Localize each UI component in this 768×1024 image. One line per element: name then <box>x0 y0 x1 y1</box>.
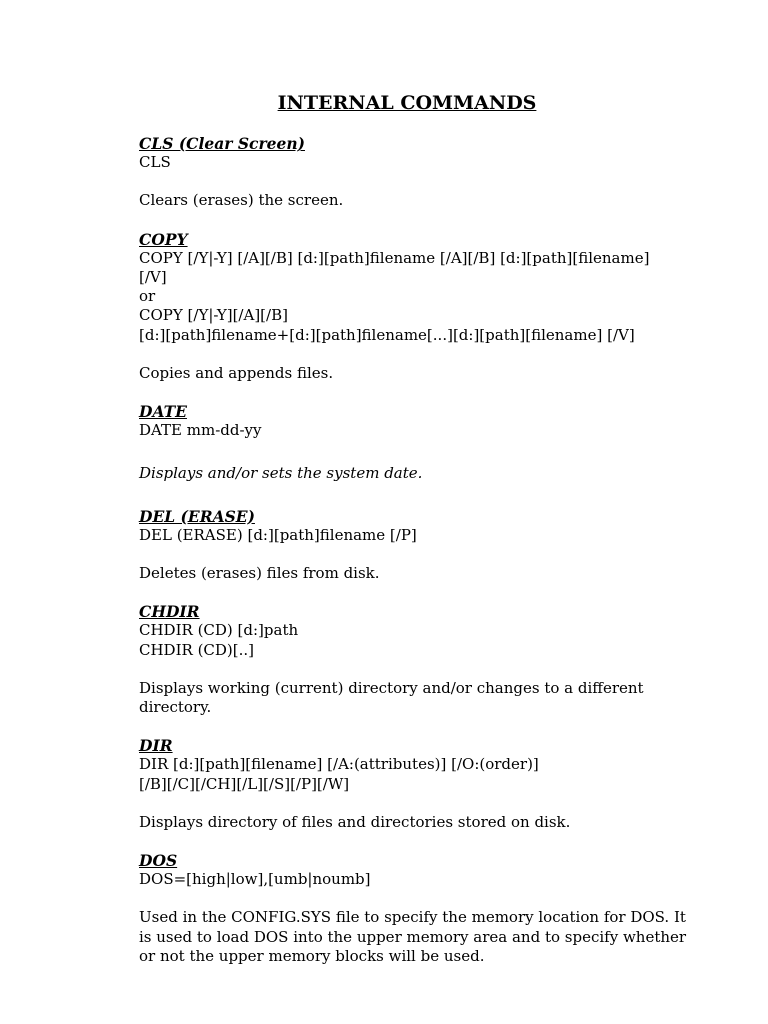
syntax-line: CLS <box>139 153 171 172</box>
section-heading: COPY <box>139 229 188 249</box>
section-description: Displays working (current) directory and/or changes to a different <box>139 678 644 697</box>
syntax-line: or <box>139 287 156 306</box>
section-description: Copies and appends files. <box>139 363 334 382</box>
section-description: directory. <box>139 698 212 717</box>
syntax-line: DOS=[high|low],[umb|noumb] <box>139 870 371 889</box>
section-dir <box>139 736 699 832</box>
section-del <box>139 507 699 584</box>
document-body <box>139 134 699 966</box>
section-description: or not the upper memory blocks will be used. <box>139 946 485 965</box>
syntax-line: DATE mm-dd-yy <box>139 421 262 440</box>
section-description: Used in the CONFIG.SYS file to specify the memory location for DOS. It <box>139 908 686 927</box>
section-heading: DATE <box>139 402 187 422</box>
section-heading: DIR <box>139 736 173 756</box>
section-heading: CHDIR <box>139 602 200 622</box>
section-description: Deletes (erases) files from disk. <box>139 564 380 583</box>
section-description: Displays and/or sets the system date. <box>139 464 423 483</box>
section-dos <box>139 851 699 966</box>
section-heading: DOS <box>139 851 178 871</box>
syntax-line: CHDIR (CD)[..] <box>139 640 255 659</box>
section-heading: CLS (Clear Screen) <box>139 134 305 153</box>
section-date <box>139 402 699 484</box>
syntax-line: [/B][/C][/CH][/L][/S][/P][/W] <box>139 774 350 793</box>
syntax-line: [/V] <box>139 268 167 287</box>
syntax-line: DEL (ERASE) [d:][path]filename [/P] <box>139 525 417 544</box>
section-description: Clears (erases) the screen. <box>139 191 344 210</box>
syntax-line: [d:][path]filename+[d:][path]filename[...][d:][path][filename] [/V] <box>139 325 635 344</box>
section-description: Displays directory of files and directories stored on disk. <box>139 812 571 831</box>
section-cls <box>139 134 699 211</box>
section-chdir <box>139 602 699 717</box>
section-description: is used to load DOS into the upper memory area and to specify whether <box>139 927 687 946</box>
section-copy <box>139 230 699 383</box>
syntax-line: CHDIR (CD) [d:]path <box>139 621 299 640</box>
syntax-line: COPY [/Y|-Y] [/A][/B] [d:][path]filename [/A][/B] [d:][path][filename] <box>139 248 650 267</box>
section-heading: DEL (ERASE) <box>139 506 255 526</box>
page-title: INTERNAL COMMANDS <box>277 92 537 114</box>
syntax-line: DIR [d:][path][filename] [/A:(attributes)] [/O:(order)] <box>139 755 539 774</box>
syntax-line: COPY [/Y|-Y][/A][/B] <box>139 306 288 325</box>
